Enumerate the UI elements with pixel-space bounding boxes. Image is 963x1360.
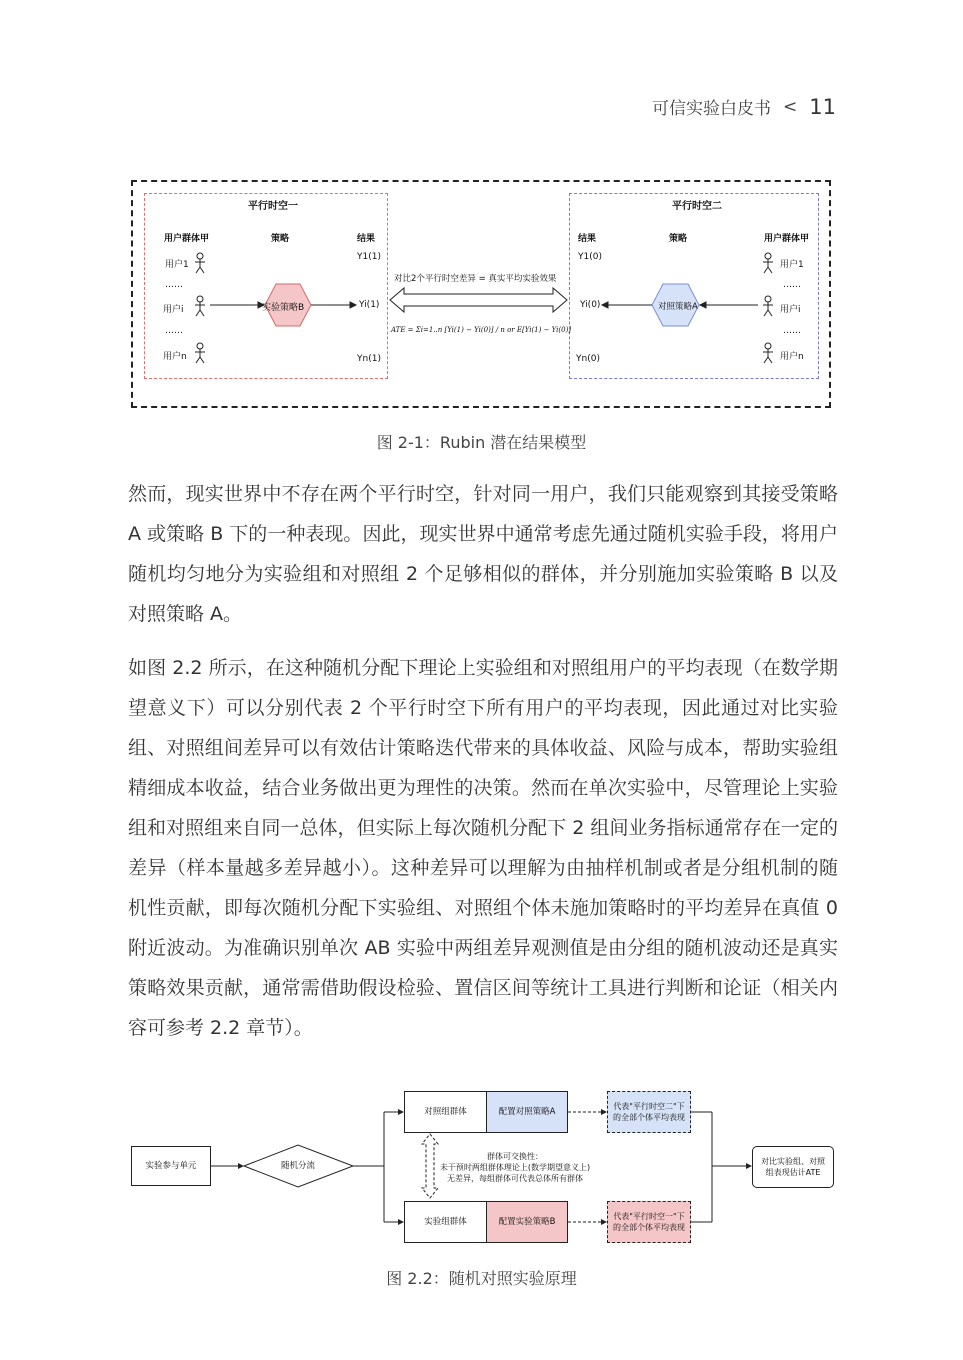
paragraph-1: 然而，现实世界中不存在两个平行时空，针对同一用户，我们只能观察到其接受策略 A 或策略 B 下的一种表现。因此，现实世界中通常考虑先通过随机实验手段，将用户随机均匀地分为实验组和对照组 2 个足够相似的群体，并分别施加实验策略 B 以及对照策略 A。 bbox=[128, 483, 838, 625]
compare-text: 对比2个平行时空差异 = 真实平均实验效果 bbox=[394, 274, 557, 284]
right-user-i: 用户i bbox=[780, 305, 801, 315]
right-result-label: 结果 bbox=[578, 234, 597, 244]
header-title: 可信实验白皮书 bbox=[652, 99, 772, 119]
left-user-1: 用户1 bbox=[165, 260, 189, 270]
right-dots-2: …… bbox=[783, 326, 801, 336]
right-result-y1: Y1(0) bbox=[578, 252, 602, 262]
compare-double-arrow bbox=[390, 288, 567, 312]
exchange-title: 群体可交换性： bbox=[487, 1152, 543, 1161]
treatment-represent-box: 代表"平行时空一"下的全部个体平均表现 bbox=[607, 1201, 691, 1243]
person-icon bbox=[195, 296, 205, 316]
left-panel-title: 平行时空一 bbox=[248, 201, 298, 212]
page-number: 11 bbox=[809, 94, 836, 119]
person-icon bbox=[763, 253, 773, 273]
control-represent-box: 代表"平行时空二"下的全部个体平均表现 bbox=[607, 1091, 691, 1133]
left-user-i: 用户i bbox=[163, 305, 184, 315]
exchange-line1: 未干预时两组群体理论上(数学期望意义上) bbox=[439, 1163, 591, 1172]
right-result-yi: Yi(0) bbox=[580, 300, 601, 310]
left-result-label: 结果 bbox=[357, 234, 376, 244]
right-panel-title: 平行时空二 bbox=[672, 201, 722, 212]
right-group-label: 用户群体甲 bbox=[764, 234, 810, 244]
exchangeability-note bbox=[436, 1151, 594, 1184]
left-result-yi: Yi(1) bbox=[359, 300, 380, 310]
left-dots-2: …… bbox=[165, 326, 183, 336]
person-icon bbox=[195, 253, 205, 273]
left-user-n: 用户n bbox=[163, 352, 187, 362]
exchange-line2: 无差异，每组群体可代表总体所有群体 bbox=[447, 1174, 583, 1183]
right-strategy-label: 策略 bbox=[669, 234, 688, 244]
compare-box: 对比实验组、对照组表现估计ATE bbox=[752, 1146, 834, 1188]
figure2-caption: 图 2.2：随机对照实验原理 bbox=[386, 1269, 577, 1288]
paragraph-2: 如图 2.2 所示，在这种随机分配下理论上实验组和对照组用户的平均表现（在数学期望意义下）可以分别代表 2 个平行时空下所有用户的平均表现，因此通过对比实验组、对照组间差异可以有效估计策略迭代带来的具体收益、风险与成本，帮助实验组精细成本收益，结合业务做出更为理性的决策。然而在单次实验中，尽管理论上实验组和对照组来自同一总体，但实际上每次随机分配下 2 组间业务指标通常存在一定的差异（样本量越多差异越小）。这种差异可以理解为由抽样机制或者是分组机制的随机性贡献，即每次随机分配下实验组、对照组个体未施加策略时的平均差异在真值 0 附近波动。为准确识别单次 AB 实验中两组差异观测值是由分组的随机波动还是真实策略效果贡献，通常需借助假设检验、置信区间等统计工具进行判断和论证（相关内容可参考 2.2 章节）。 bbox=[128, 657, 838, 1039]
control-group-box: 对照组群体 bbox=[404, 1091, 486, 1133]
ate-formula: ATE = Σi=1..n [Yi(1) − Yi(0)] / n or E[Yi(1) − Yi(0)] bbox=[391, 326, 572, 334]
person-icon bbox=[763, 343, 773, 363]
left-result-y1: Y1(1) bbox=[357, 252, 381, 262]
right-user-1: 用户1 bbox=[780, 260, 804, 270]
left-group-label: 用户群体甲 bbox=[164, 234, 210, 244]
right-user-n: 用户n bbox=[780, 352, 804, 362]
control-strategy-box: 配置对照策略A bbox=[486, 1091, 568, 1133]
random-split-label: 随机分流 bbox=[280, 1160, 315, 1171]
left-strategy-label: 策略 bbox=[271, 234, 290, 244]
strategy-a-label: 对照策略A bbox=[658, 302, 698, 312]
header-separator: < bbox=[783, 96, 798, 117]
figure1-graphics bbox=[0, 0, 963, 430]
right-dots-1: …… bbox=[783, 280, 801, 290]
treatment-group-box: 实验组群体 bbox=[404, 1201, 486, 1243]
right-result-yn: Yn(0) bbox=[576, 354, 600, 364]
unit-box: 实验参与单元 bbox=[131, 1146, 211, 1186]
person-icon bbox=[195, 343, 205, 363]
person-icon bbox=[763, 296, 773, 316]
figure1-caption: 图 2-1：Rubin 潜在结果模型 bbox=[376, 433, 587, 452]
left-dots-1: …… bbox=[165, 280, 183, 290]
treatment-strategy-box: 配置实验策略B bbox=[486, 1201, 568, 1243]
strategy-b-label: 实验策略B bbox=[262, 303, 305, 313]
left-result-yn: Yn(1) bbox=[357, 354, 381, 364]
